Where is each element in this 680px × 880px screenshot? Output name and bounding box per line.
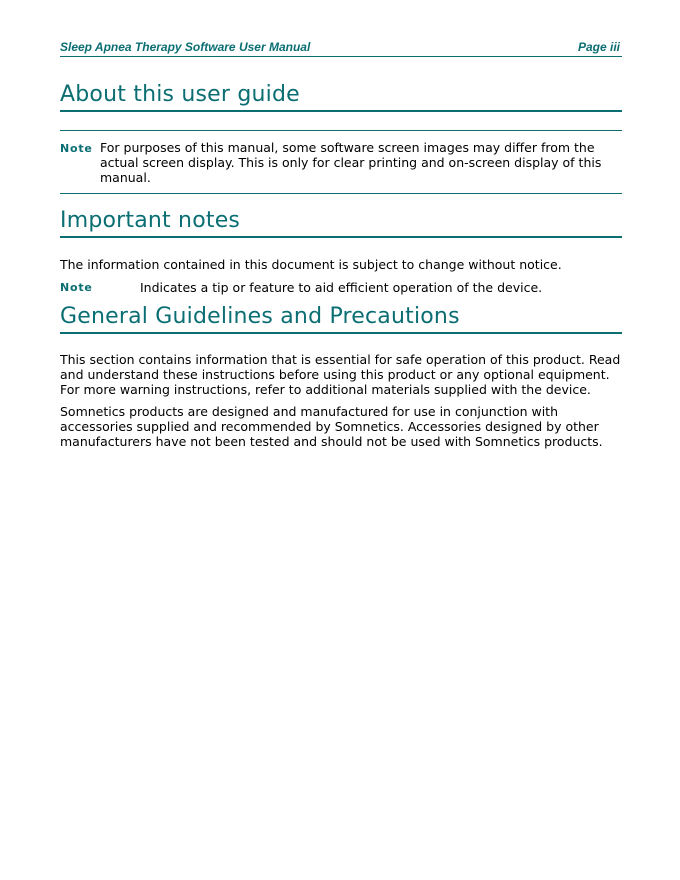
note-label: Note — [60, 142, 93, 155]
accessories-paragraph: Somnetics products are designed and manufactured for use in conjunction with accessories supplied and recommended by Somnetics. Accessories designed by other manufacturers have not been tested and should not be used with Somnetics products. — [60, 404, 603, 449]
tip-note — [60, 280, 622, 296]
info-paragraph: The information contained in this document is subject to change without notice. — [60, 257, 562, 272]
manual-title: Sleep Apnea Therapy Software User Manual — [60, 40, 311, 54]
about-heading: About this user guide — [60, 82, 622, 112]
page-number: Page iii — [577, 40, 620, 54]
important-notes-heading: Important notes — [60, 208, 622, 238]
guidelines-heading: General Guidelines and Precautions — [60, 304, 622, 334]
tip-note-text: Indicates a tip or feature to aid efficient operation of the device. — [140, 280, 543, 295]
note-text: For purposes of this manual, some software screen images may differ from the actual screen display. This is only for clear printing and on-screen display of this manual. — [100, 140, 602, 185]
running-header — [60, 39, 622, 57]
tip-note-label: Note — [60, 281, 93, 294]
safety-paragraph: This section contains information that is essential for safe operation of this product. Read and understand these instructions before using this product or any optional equipment. For more warning instructions, refer to additional materials supplied with the device. — [60, 352, 621, 397]
about-note-box — [60, 130, 622, 194]
